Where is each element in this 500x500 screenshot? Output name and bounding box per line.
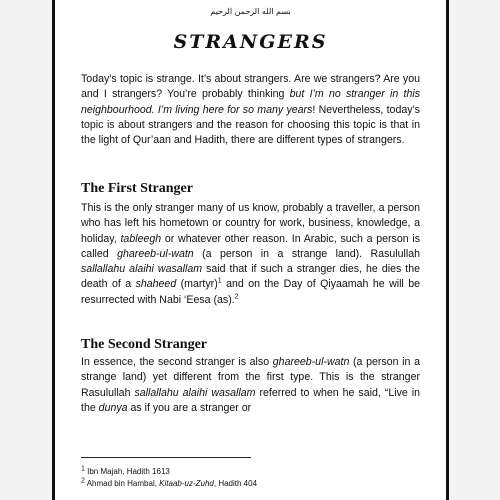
second-stranger-paragraph xyxy=(81,355,420,416)
page-title: STRANGERS xyxy=(173,31,328,53)
intro-paragraph xyxy=(81,72,420,148)
footnote-ref-1[interactable]: 1 xyxy=(217,277,222,285)
footnote-2-text: Ahmad bin Hambal, xyxy=(84,479,160,488)
bismillah-heading: بسم الله الرحمن الرحيم xyxy=(210,7,291,16)
s1-text-4: said that if such a stranger dies, he dies the death of a xyxy=(81,263,420,291)
s1-italic-3: sallallahu alaihi wasallam xyxy=(81,263,203,276)
footnote-2-italic: Kitaab-uz-Zuhd xyxy=(159,479,214,488)
document-page xyxy=(55,0,446,500)
footnote-1-text: Ibn Majah, Hadith 1613 xyxy=(84,467,170,476)
s1-text-3: (a person in a strange land). Rasulullah xyxy=(193,247,420,260)
s1-italic-4: shaheed xyxy=(135,278,177,291)
footnote-divider xyxy=(81,457,251,458)
footnote-2-text-end: , Hadith 404 xyxy=(213,479,258,488)
footnote-1 xyxy=(81,466,257,478)
s2-text-3: referred to when he said, “Live in the xyxy=(81,386,420,414)
footnote-ref-2[interactable]: 2 xyxy=(234,293,239,301)
s1-text-1: This is the only stranger many of us know, probably a traveller, a person who has left his hometown or country for work, business, knowledge, a holiday, xyxy=(81,202,420,245)
s1-text-2: or whatever other reason. In Arabic, such a person is called xyxy=(81,232,421,260)
s2-text-1: In essence, the second stranger is also xyxy=(81,356,273,368)
s2-italic-1: ghareeb-ul-watn xyxy=(272,356,350,368)
s1-text-5: (martyr) xyxy=(176,278,218,291)
s2-italic-3: dunya xyxy=(98,401,128,414)
footnote-1-number: 1 xyxy=(81,465,85,473)
first-stranger-paragraph xyxy=(81,201,420,308)
s1-italic-1: tableegh xyxy=(120,232,162,245)
footnote-2-number: 2 xyxy=(81,477,85,485)
s1-text-6: and on the Day of Qiyaamah he will be resurrected with Nabi ‘Eesa (as). xyxy=(81,278,420,306)
intro-text-1: Today’s topic is strange. It’s about strangers. Are we strangers? Are you and I strangers? You’re probably thinking xyxy=(81,73,420,101)
intro-italic-1: but I’m no stranger in this neighbourhood. I’m living here for so many years xyxy=(81,88,420,116)
s2-text-2: (a person in a strange land) yet different from the first type. This is the stranger Rasulullah xyxy=(81,356,420,399)
s2-italic-2: sallallahu alaihi wasallam xyxy=(134,386,256,399)
footnote-2 xyxy=(81,478,257,490)
page-border-right xyxy=(446,0,449,500)
footnotes xyxy=(81,466,257,490)
intro-text-2: ! Nevertheless, today’s topic is about strangers and the reason for choosing this topic is that in the light of Qur’aan and Hadith, there are different types of strangers. xyxy=(81,103,420,147)
section-heading-first-stranger: The First Stranger xyxy=(81,181,193,196)
s2-text-4: as if you are a stranger or xyxy=(127,401,252,414)
s1-italic-2: ghareeb-ul-watn xyxy=(117,247,194,260)
section-heading-second-stranger: The Second Stranger xyxy=(81,337,207,352)
